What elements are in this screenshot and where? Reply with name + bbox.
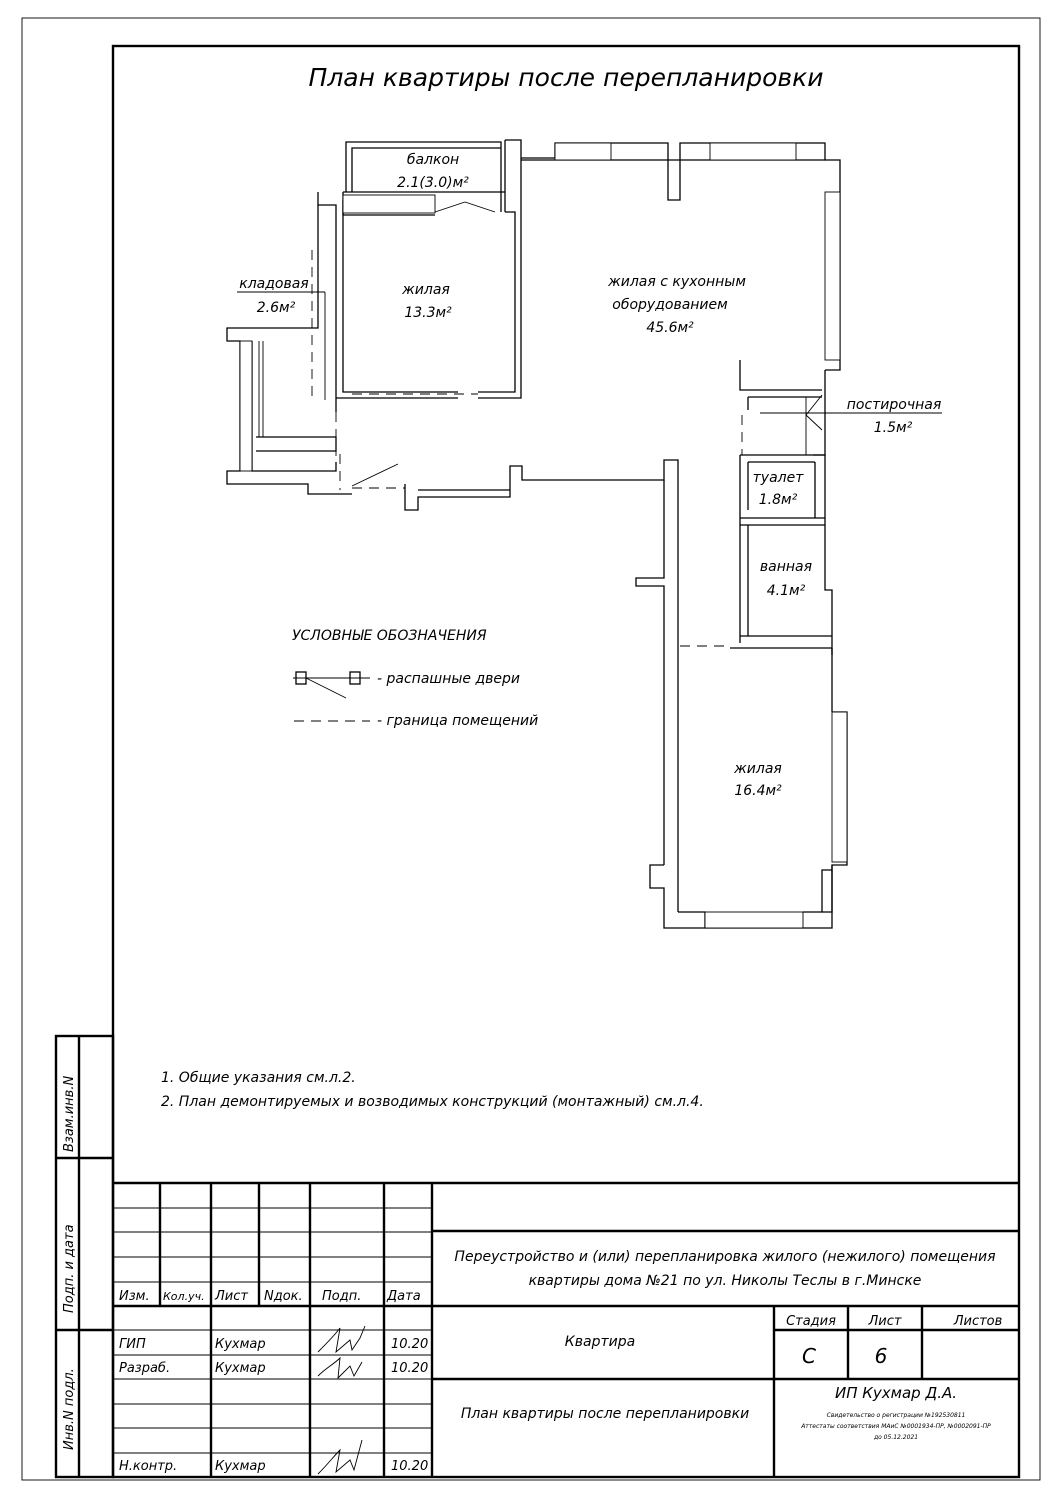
sheet-title: План квартиры после перепланировки — [460, 1406, 750, 1422]
side-label-inv-orig: Инв.N подл. — [62, 1368, 77, 1450]
swing-door-symbol — [293, 672, 370, 698]
signer-3-name: Кухмар — [215, 1459, 266, 1474]
bath-label: ванная — [759, 559, 813, 575]
object-name: Квартира — [564, 1334, 636, 1350]
header-date: Дата — [387, 1289, 421, 1304]
header-sign: Подп. — [322, 1289, 362, 1304]
signer-3-role: Н.контр. — [119, 1459, 178, 1474]
project-line-2: квартиры дома №21 по ул. Николы Теслы в г.Минске — [528, 1273, 922, 1289]
header-count: Кол.уч. — [163, 1290, 205, 1303]
legend-item-2: - граница помещений — [377, 713, 539, 729]
cert-line-3: до 05.12.2021 — [873, 1434, 919, 1441]
signer-2-date: 10.20 — [391, 1361, 429, 1376]
sheet-label: Лист — [868, 1314, 902, 1329]
toilet-label: туалет — [752, 470, 804, 486]
note-2: 2. План демонтируемых и возводимых конструкций (монтажный) см.л.4. — [161, 1094, 704, 1110]
signer-2-role: Разраб. — [119, 1361, 171, 1376]
note-1: 1. Общие указания см.л.2. — [161, 1070, 356, 1086]
legend-item-1: - распашные двери — [377, 671, 521, 687]
stage-value: С — [802, 1344, 816, 1368]
legend — [292, 628, 538, 729]
bedroom-1-area: 13.3м² — [404, 305, 452, 321]
signer-3-date: 10.20 — [391, 1459, 429, 1474]
cert-line-1: Свидетельство о регистрации №192530811 — [826, 1412, 966, 1419]
sheet-value: 6 — [874, 1344, 888, 1368]
signer-1-date: 10.20 — [391, 1337, 429, 1352]
sheets-label: Листов — [953, 1314, 1003, 1329]
page-title: План квартиры после перепланировки — [308, 63, 824, 92]
side-label-sign-date: Подп. и дата — [62, 1224, 77, 1313]
balcony-label: балкон — [406, 152, 460, 168]
header-change: Изм. — [119, 1289, 150, 1304]
title-block — [113, 1183, 1019, 1477]
living-kitchen-label-2: оборудованием — [612, 297, 728, 313]
signature-2 — [318, 1358, 362, 1378]
bedroom-1-label: жилая — [402, 282, 450, 298]
cert-line-2: Аттестаты соответствия МАиС №0001934-ПР, №0002091-ПР — [801, 1423, 991, 1430]
storage-area: 2.6м² — [256, 300, 296, 316]
header-doc: Nдок. — [264, 1289, 303, 1304]
company-name: ИП Кухмар Д.А. — [835, 1384, 957, 1402]
legend-heading: УСЛОВНЫЕ ОБОЗНАЧЕНИЯ — [292, 628, 487, 644]
hall-walls — [340, 394, 678, 643]
wet-rooms-walls — [636, 455, 832, 865]
bedroom-2-area: 16.4м² — [734, 783, 782, 799]
living-kitchen-area: 45.6м² — [646, 320, 694, 336]
bath-area: 4.1м² — [766, 583, 806, 599]
storage-walls — [227, 205, 352, 494]
balcony-area: 2.1(3.0)м² — [397, 175, 469, 191]
signature-3 — [318, 1440, 362, 1474]
header-sheet: Лист — [215, 1289, 248, 1304]
side-strip — [56, 1036, 113, 1477]
signer-1-role: ГИП — [119, 1337, 146, 1352]
living-kitchen-label-1: жилая с кухонным — [608, 274, 746, 290]
laundry-area: 1.5м² — [873, 420, 913, 436]
signer-2-name: Кухмар — [215, 1361, 266, 1376]
stage-label: Стадия — [786, 1314, 836, 1329]
storage-label: кладовая — [239, 276, 309, 292]
bedroom-2-label: жилая — [734, 761, 782, 777]
project-line-1: Переустройство и (или) перепланировка жилого (нежилого) помещения — [454, 1249, 996, 1265]
toilet-area: 1.8м² — [758, 492, 798, 508]
laundry-label: постирочная — [846, 397, 942, 413]
signer-1-name: Кухмар — [215, 1337, 266, 1352]
side-label-replace: Взам.инв.N — [62, 1075, 77, 1152]
floor-plan — [227, 140, 942, 928]
